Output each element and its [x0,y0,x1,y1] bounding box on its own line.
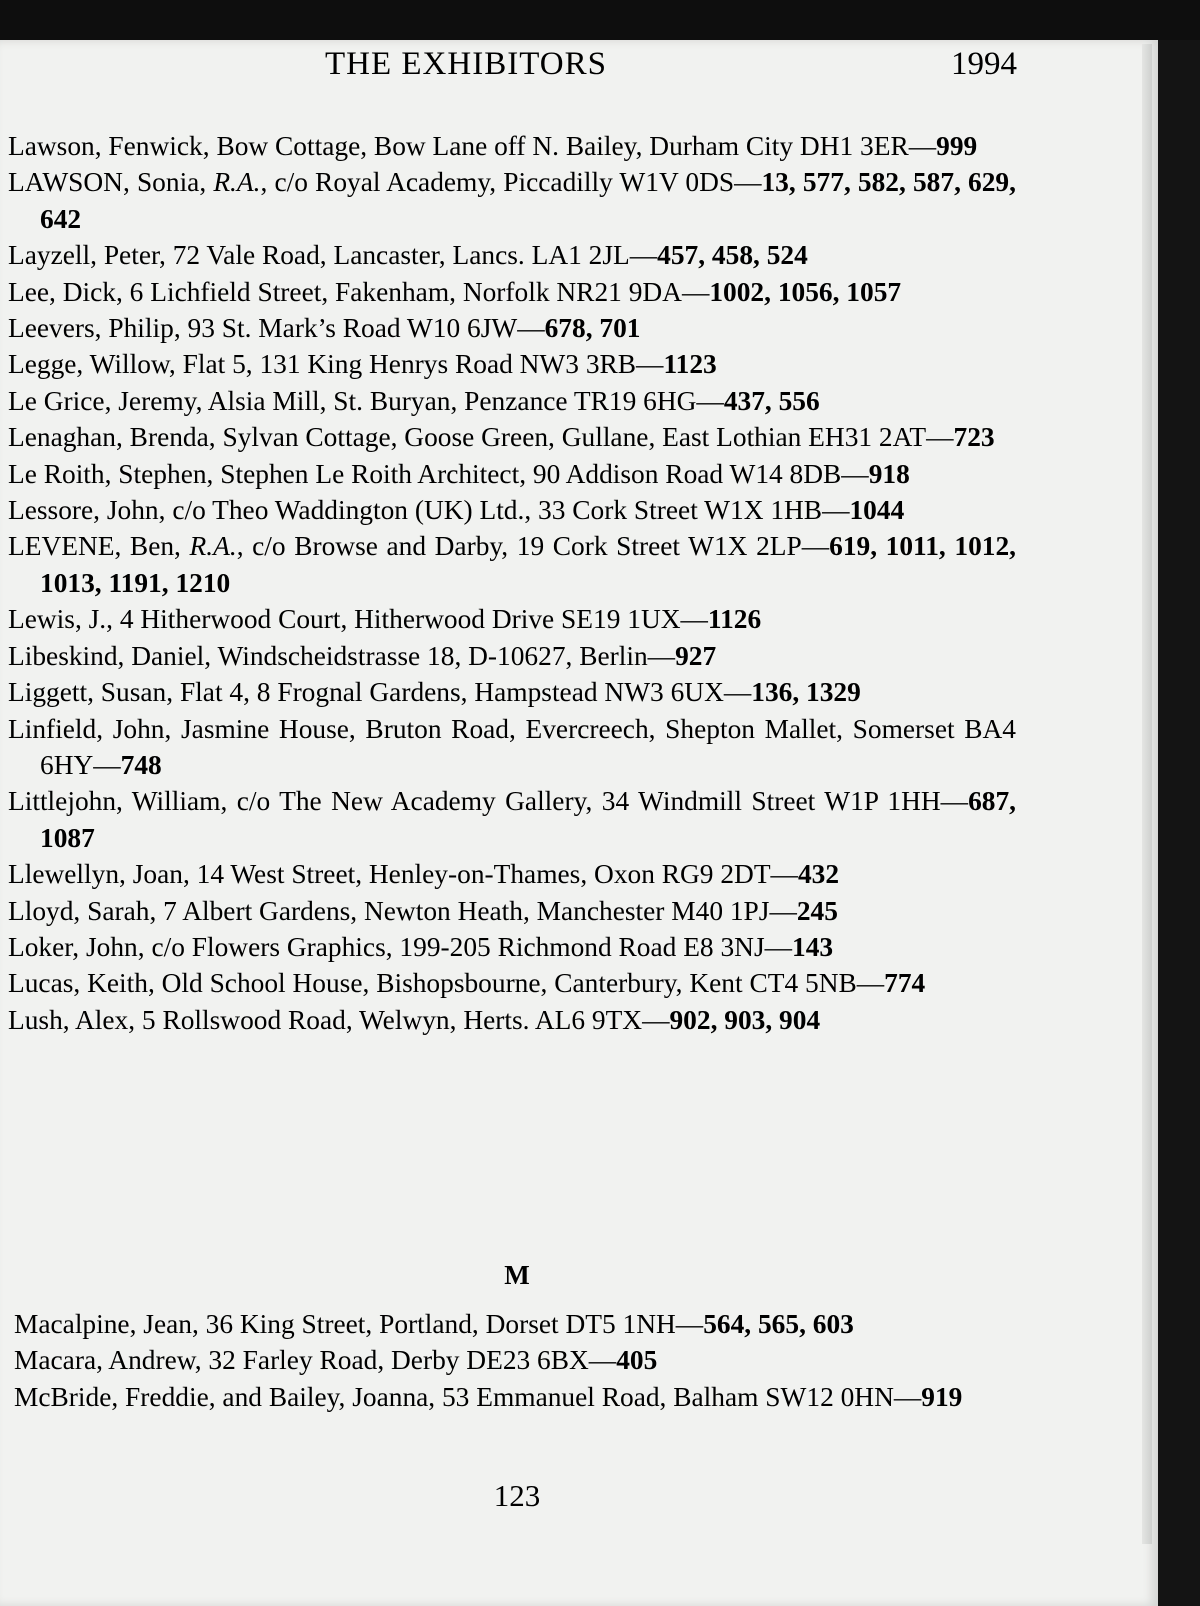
catalogue-numbers: 1126 [707,604,762,635]
exhibitor-entry: Leevers, Philip, 93 St. Mark’s Road W10 6JW—678, 701 [8,313,641,344]
honour: R.A. [213,167,261,198]
exhibitor-entry: LEVENE, Ben, R.A., c/o Browse and Darby, 19 Cork Street W1X 2LP—619, 1011, 1012, 1013, 1191, 1210 [8,531,1017,598]
catalogue-numbers: 245 [796,895,838,926]
catalogue-numbers: 687, 1087 [40,786,1016,853]
catalogue-numbers: 13, 577, 582, 587, 629, 642 [40,167,1016,234]
exhibitor-entry: Macara, Andrew, 32 Farley Road, Derby DE23 6BX—405 [14,1345,658,1376]
exhibitor-entry: Lush, Alex, 5 Rollswood Road, Welwyn, Herts. AL6 9TX—902, 903, 904 [8,1004,821,1035]
scan-background [0,0,1200,40]
catalogue-numbers: 927 [675,640,717,671]
header-year: 1994 [951,46,1017,82]
exhibitor-entry: Lawson, Fenwick, Bow Cottage, Bow Lane off N. Bailey, Durham City DH1 3ER—999 [8,131,978,161]
exhibitor-entry: Libeskind, Daniel, Windscheidstrasse 18, D-10627, Berlin—927 [8,640,717,671]
exhibitor-list-l [8,128,1016,1038]
exhibitor-entry: Linfield, John, Jasmine House, Bruton Road, Evercreech, Shepton Mallet, Somerset BA4 6HY—748 [8,713,1016,780]
catalogue-numbers: 748 [120,749,162,780]
exhibitor-entry: Lee, Dick, 6 Lichfield Street, Fakenham, Norfolk NR21 9DA—1002, 1056, 1057 [8,276,902,307]
catalogue-numbers: 143 [792,931,834,962]
exhibitor-entry: Macalpine, Jean, 36 King Street, Portland, Dorset DT5 1NH—564, 565, 603 [14,1309,854,1339]
exhibitor-list-m [14,1306,1016,1415]
catalogue-numbers: 437, 556 [723,385,820,416]
exhibitor-entry: Legge, Willow, Flat 5, 131 King Henrys Road NW3 3RB—1123 [8,349,717,380]
exhibitor-entry: Lessore, John, c/o Theo Waddington (UK) Ltd., 33 Cork Street W1X 1HB—1044 [8,495,905,526]
exhibitor-entry: Le Roith, Stephen, Stephen Le Roith Architect, 90 Addison Road W14 8DB—918 [8,458,910,489]
catalogue-numbers: 405 [616,1345,658,1376]
exhibitor-entry: McBride, Freddie, and Bailey, Joanna, 53 Emmanuel Road, Balham SW12 0HN—919 [14,1381,963,1412]
exhibitor-entry: Loker, John, c/o Flowers Graphics, 199-205 Richmond Road E8 3NJ—143 [8,931,834,962]
exhibitor-entry: Llewellyn, Joan, 14 West Street, Henley-on-Thames, Oxon RG9 2DT—432 [8,859,840,890]
catalogue-numbers: 564, 565, 603 [703,1309,854,1339]
catalogue-numbers: 999 [936,131,978,161]
exhibitor-entry: Lenaghan, Brenda, Sylvan Cottage, Goose Green, Gullane, East Lothian EH31 2AT—723 [8,422,995,453]
catalogue-numbers: 619, 1011, 1012, 1013, 1191, 1210 [40,531,1017,598]
catalogue-numbers: 723 [953,422,995,453]
running-header [0,46,1158,90]
page-edge [1142,44,1152,1544]
catalogue-numbers: 902, 903, 904 [669,1004,821,1035]
exhibitor-entry: Layzell, Peter, 72 Vale Road, Lancaster, Lancs. LA1 2JL—457, 458, 524 [8,240,808,271]
section-heading-m: M [504,1260,530,1290]
header-title: THE EXHIBITORS [325,46,607,82]
catalogue-numbers: 1123 [663,349,717,380]
honour: R.A. [189,531,237,562]
exhibitor-entry: Liggett, Susan, Flat 4, 8 Frognal Gardens, Hampstead NW3 6UX—136, 1329 [8,677,861,708]
catalogue-numbers: 918 [868,458,910,489]
exhibitor-entry: Littlejohn, William, c/o The New Academy Gallery, 34 Windmill Street W1P 1HH—687, 1087 [8,786,1016,853]
catalogue-numbers: 1002, 1056, 1057 [709,276,902,307]
catalogue-numbers: 457, 458, 524 [657,240,808,271]
exhibitor-entry: Lucas, Keith, Old School House, Bishopsbourne, Canterbury, Kent CT4 5NB—774 [8,968,926,999]
exhibitor-entry: Le Grice, Jeremy, Alsia Mill, St. Buryan, Penzance TR19 6HG—437, 556 [8,385,820,416]
exhibitor-entry: Lloyd, Sarah, 7 Albert Gardens, Newton Heath, Manchester M40 1PJ—245 [8,895,838,926]
catalogue-numbers: 678, 701 [544,313,641,344]
catalogue-numbers: 136, 1329 [751,677,861,708]
catalogue-numbers: 774 [884,968,926,999]
catalogue-numbers: 1044 [849,495,905,526]
page-number: 123 [493,1478,541,1513]
exhibitor-entry: Lewis, J., 4 Hitherwood Court, Hitherwood Drive SE19 1UX—1126 [8,604,762,635]
exhibitor-entry: LAWSON, Sonia, R.A., c/o Royal Academy, Piccadilly W1V 0DS—13, 577, 582, 587, 629, 642 [8,167,1016,234]
catalogue-numbers: 432 [797,859,840,890]
catalogue-numbers: 919 [921,1381,963,1412]
